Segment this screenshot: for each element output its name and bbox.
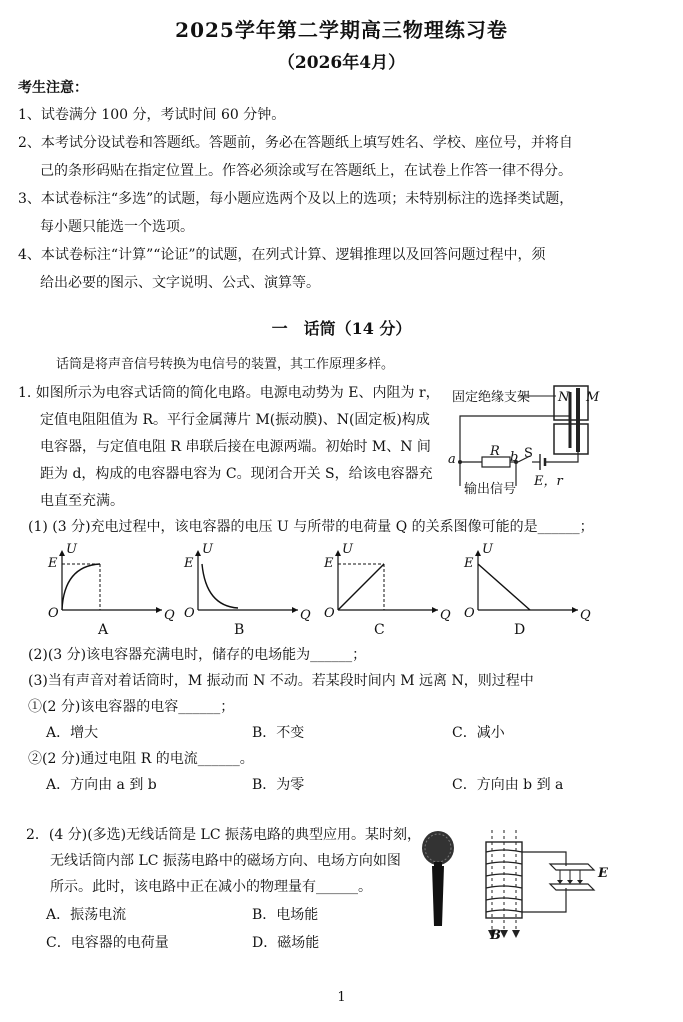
axis-label-o: O [324,606,335,621]
x-arrow [432,607,438,613]
y-arrow [195,550,201,556]
option: B．电场能 [252,907,319,923]
option: A．振荡电流 [46,907,127,923]
notice-heading: 考生注意： [18,80,88,96]
uq-graph-d [460,542,591,640]
capacitor-microphone-circuit [446,378,676,498]
microphone-svg [418,830,458,930]
axis-label-u: U [202,542,213,557]
option: C．减小 [452,725,505,741]
option: C．电容器的电荷量 [46,935,169,951]
battery-label: E，r [534,474,563,489]
y-arrow [475,550,481,556]
page-subtitle: （2026年4月） [277,53,406,73]
output-label: 输出信号 [464,482,517,497]
axis-label-e: E [464,556,474,571]
y-arrow [59,550,65,556]
graph-curve [202,564,238,608]
axis-label-e: E [184,556,194,571]
uq-graph-b [180,542,311,640]
mic-ring [434,862,442,866]
mic-head [422,831,454,865]
notice-item: 己的条形码贴在指定位置上。作答必须涂或写在答题纸上，在试卷上作答一律不得分。 [40,163,572,179]
axis-label-e: E [324,556,334,571]
notice-item: 每小题只能选一个选项。 [40,219,194,235]
axis-label-u: U [66,542,77,557]
x-arrow [572,607,578,613]
notice-item: 2、本考试分设试卷和答题纸。答题前，务必在答题纸上填写姓名、学校、座位号，并将自 [18,135,573,151]
axis-label-e: E [48,556,58,571]
q1-line: 电容器，与定值电阻 R 串联后接在电源两端。初始时 M、N 间 [40,439,431,455]
axis-label-o: O [464,606,475,621]
graph-option-label: A [98,622,109,638]
option: B．不变 [252,725,305,741]
axis-label-q: Q [580,608,591,623]
graph-svg [180,548,310,620]
node-a-label: a [448,452,456,467]
q2-line: 无线话筒内部 LC 振荡电路中的磁场方向、电场方向如图 [50,853,401,869]
graph-curve [62,564,100,610]
e-label: E [598,866,608,881]
section-intro: 话筒是将声音信号转换为电信号的装置，其工作原理多样。 [56,357,395,372]
wire [522,888,566,912]
plate-N-label: N [558,390,570,405]
graph-svg [460,548,590,620]
option: A．增大 [46,725,99,741]
x-arrow [156,607,162,613]
axis-label-u: U [342,542,353,557]
page-number: 1 [337,990,346,1005]
notice-item: 4、本试卷标注“计算”“论证”的试题，在列式计算、逻辑推理以及回答问题过程中，须 [18,247,546,263]
notice-item: 给出必要的图示、文字说明、公式、演算等。 [40,275,320,291]
q2-line: 所示。此时，该电路中正在减小的物理量有______。 [50,879,372,895]
b-label: B [490,928,501,943]
axis-label-q: Q [300,608,311,623]
q1-sub1: (1) (3 分)充电过程中，该电容器的电压 U 与所带的电荷量 Q 的关系图像可能的是______； [28,519,594,535]
uq-graph-c [320,542,451,640]
x-arrow [292,607,298,613]
microphone-image [418,830,458,930]
node-b-label: b [510,450,519,465]
axis-label-o: O [184,606,195,621]
switch-label: S [524,446,533,461]
graph-option-label: B [234,622,245,638]
q1-line: 电直至充满。 [40,493,124,509]
graph-option-label: D [514,622,526,638]
q1-sub3-1: ①(2 分)该电容器的电容______； [28,699,235,715]
page-title: 2025学年第二学期高三物理练习卷 [175,18,508,42]
axis-label-o: O [48,606,59,621]
option: A．方向由 a 到 b [46,777,157,793]
q2-line: 2．(4 分)(多选)无线话筒是 LC 振荡电路的典型应用。某时刻， [26,827,422,843]
section-title: 一 话筒（14 分） [271,319,412,338]
y-arrow [335,550,341,556]
plate-M-label: M [586,390,600,405]
axis-label-q: Q [440,608,451,623]
capacitor-plate-bottom [550,884,594,890]
lc-svg [476,826,616,942]
q1-sub3-2: ②(2 分)通过电阻 R 的电流______。 [28,751,254,767]
b-arrow [500,930,508,938]
notice-item: 3、本试卷标注“多选”的试题，每小题应选两个及以上的选项；未特别标注的选择类试题， [18,191,574,207]
axis-label-u: U [482,542,493,557]
q1-line: 1. 如图所示为电容式话筒的简化电路。电源电动势为 E、内阻为 r， [18,385,440,401]
graph-svg [320,548,450,620]
option: B．为零 [252,777,305,793]
q1-sub3: (3)当有声音对着话筒时，M 振动而 N 不动。若某段时间内 M 远离 N，则过程中 [28,673,534,689]
q1-line: 距为 d，构成的电容器电容为 C。现闭合开关 S，给该电容器充 [40,466,433,482]
uq-graph-a [44,542,175,640]
b-arrow [512,930,520,938]
q1-sub2: (2)(3 分)该电容器充满电时，储存的电场能为______； [28,647,367,663]
graph-svg [44,548,174,620]
option: C．方向由 b 到 a [452,777,564,793]
capacitor-plate-top [550,864,594,870]
graph-curve [478,564,530,610]
graph-option-label: C [374,622,385,638]
option: D．磁场能 [252,935,320,951]
mic-handle [432,866,444,926]
support-label: 固定绝缘支架 [452,390,531,405]
lc-circuit-figure [476,826,616,942]
notice-item: 1、试卷满分 100 分，考试时间 60 分钟。 [18,107,286,123]
resistor-label: R [490,444,500,459]
graph-curve [338,564,384,610]
axis-label-q: Q [164,608,175,623]
q1-line: 定值电阻阻值为 R。平行金属薄片 M(振动膜)、N(固定板)构成 [40,412,430,428]
